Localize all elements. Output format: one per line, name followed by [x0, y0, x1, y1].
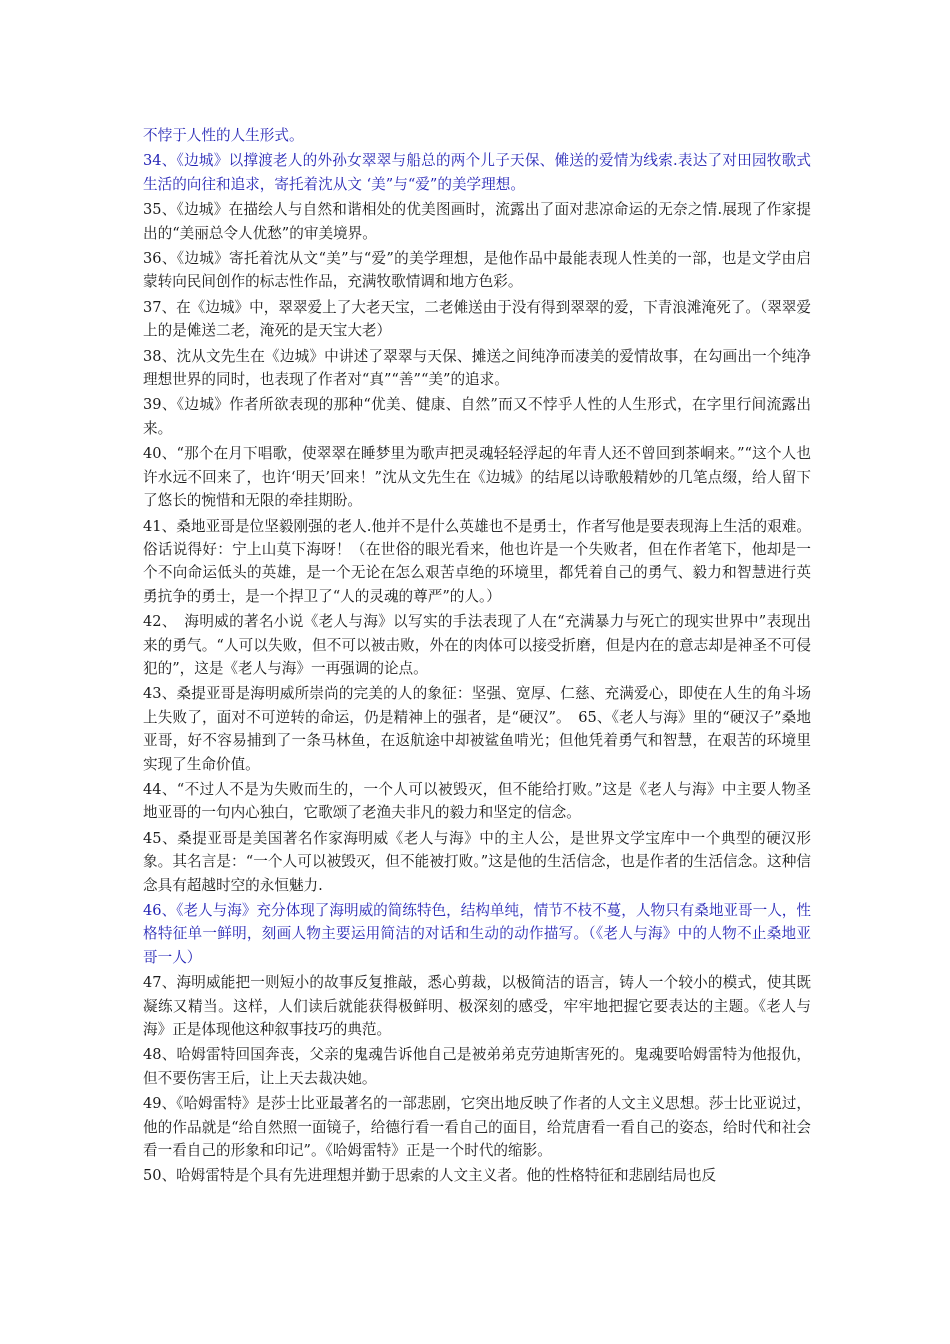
paragraph: 36、《边城》寄托着沈从文“美”与“爱”的美学理想，是他作品中最能表现人性美的一部，也是文学由启蒙转向民间创作的标志性作品，充满牧歌情调和地方色彩。 — [143, 250, 811, 291]
paragraph: 37、在《边城》中，翠翠爱上了大老天宝，二老傩送由于没有得到翠翠的爱，下青浪滩淹死了。（翠翠爱上的是傩送二老，淹死的是天宝大老） — [143, 298, 811, 340]
paragraph: 49、《哈姆雷特》是莎士比亚最著名的一部悲剧，它突出地反映了作者的人文主义思想。莎士比亚说过，他的作品就是“给自然照一面镜子，给德行看一看自己的面目，给荒唐看一看自己的姿态，给时代和社会看一看自己的形象和印记”。《哈姆雷特》正是一个时代的缩影。 — [143, 1095, 811, 1160]
paragraph: 42、 海明威的著名小说《老人与海》以写实的手法表现了人在“充满暴力与死亡的现实世界中”表现出来的勇气。“人可以失败，但不可以被击败，外在的肉体可以接受折磨，但是内在的意志却是神圣不可侵犯的”，这是《老人与海》一再强调的论点。 — [143, 613, 811, 677]
paragraph: 34、《边城》以撑渡老人的外孙女翠翠与船总的两个儿子天保、傩送的爱情为线索.表达了对田园牧歌式生活的向往和追求，寄托着沈从文 ‘美”与“爱”的美学理想。 — [143, 152, 811, 193]
paragraph: 50、哈姆雷特是个具有先进理想并勤于思索的人文主义者。他的性格特征和悲剧结局也反 — [143, 1167, 717, 1185]
document-body — [143, 124, 811, 1190]
paragraph: 45、桑提亚哥是美国著名作家海明威《老人与海》中的主人公，是世界文学宝库中一个典型的硬汉形象。其名言是：“一个人可以被毁灭，但不能被打败。”这是他的生活信念，也是作者的生活信念。这种信念具有超越时空的永恒魅力. — [143, 829, 811, 894]
paragraph: 43、桑提亚哥是海明威所崇尚的完美的人的象征：坚强、宽厚、仁慈、充满爱心，即使在人生的角斗场上失败了，面对不可逆转的命运，仍是精神上的强者，是“硬汉”。 65、《老人与海》里的“硬汉子”桑地亚哥，好不容易捕到了一条马林鱼，在返航途中却被鲨鱼啃光；但他凭着勇气和智慧，在艰苦的环境里实现了生命价值。 — [143, 685, 811, 773]
paragraph: 40、“那个在月下唱歌，使翠翠在睡梦里为歌声把灵魂轻轻浮起的年青人还不曾回到茶峒来。”“这个人也许水远不回来了，也许‘明天’回来！”沈从文先生在《边城》的结尾以诗歌般精妙的几笔点缀，给人留下了悠长的惋惜和无限的牵挂期盼。 — [143, 445, 811, 510]
paragraph: 44、“不过人不是为失败而生的，一个人可以被毁灭，但不能给打败。”这是《老人与海》中主要人物圣地亚哥的一句内心独白，它歌颂了老渔夫非凡的毅力和坚定的信念。 — [143, 780, 811, 822]
paragraph: 48、哈姆雷特回国奔丧，父亲的鬼魂告诉他自己是被弟弟克劳迪斯害死的。鬼魂要哈姆雷特为他报仇，但不要伤害王后，让上天去裁决她。 — [143, 1046, 811, 1087]
paragraph: 38、沈从文先生在《边城》中讲述了翠翠与天保、摊送之间纯净而凄美的爱情故事，在勾画出一个纯净理想世界的同时，也表现了作者对“真”“善”“美”的追求。 — [143, 347, 811, 389]
paragraph: 不悖于人性的人生形式。 — [143, 127, 304, 144]
paragraph: 47、海明威能把一则短小的故事反复推敲，悉心剪裁，以极简洁的语言，铸人一个较小的模式，使其既凝练又精当。这样，人们读后就能获得极鲜明、极深刻的感受，牢牢地把握它要表达的主题。《老人与海》正是体现他这种叙事技巧的典范。 — [143, 974, 811, 1039]
paragraph: 46、《老人与海》充分体现了海明威的简练特色，结构单纯，情节不枝不蔓，人物只有桑地亚哥一人，性格特征单一鲜明，刻画人物主要运用简洁的对话和生动的动作描写。（《老人与海》中的人物不止桑地亚哥一人） — [143, 902, 811, 966]
paragraph: 39、《边城》作者所欲表现的那种“优美、健康、自然”而又不悖乎人性的人生形式，在字里行间流露出来。 — [143, 396, 811, 437]
paragraph: 35、《边城》在描绘人与自然和谐相处的优美图画时，流露出了面对悲凉命运的无奈之情.展现了作家提出的“美丽总令人优愁”的审美境界。 — [143, 201, 811, 242]
paragraph: 41、桑地亚哥是位坚毅刚强的老人.他并不是什么英雄也不是勇士，作者写他是要表现海上生活的艰难。俗话说得好：宁上山莫下海呀！（在世俗的眼光看来，他也许是一个失败者，但在作者笔下，他却是一个不向命运低头的英雄，是一个无论在怎么艰苦卓绝的环境里，都凭着自己的勇气、毅力和智慧进行英勇抗争的勇士，是一个捍卫了“人的灵魂的尊严”的人。） — [143, 517, 811, 605]
